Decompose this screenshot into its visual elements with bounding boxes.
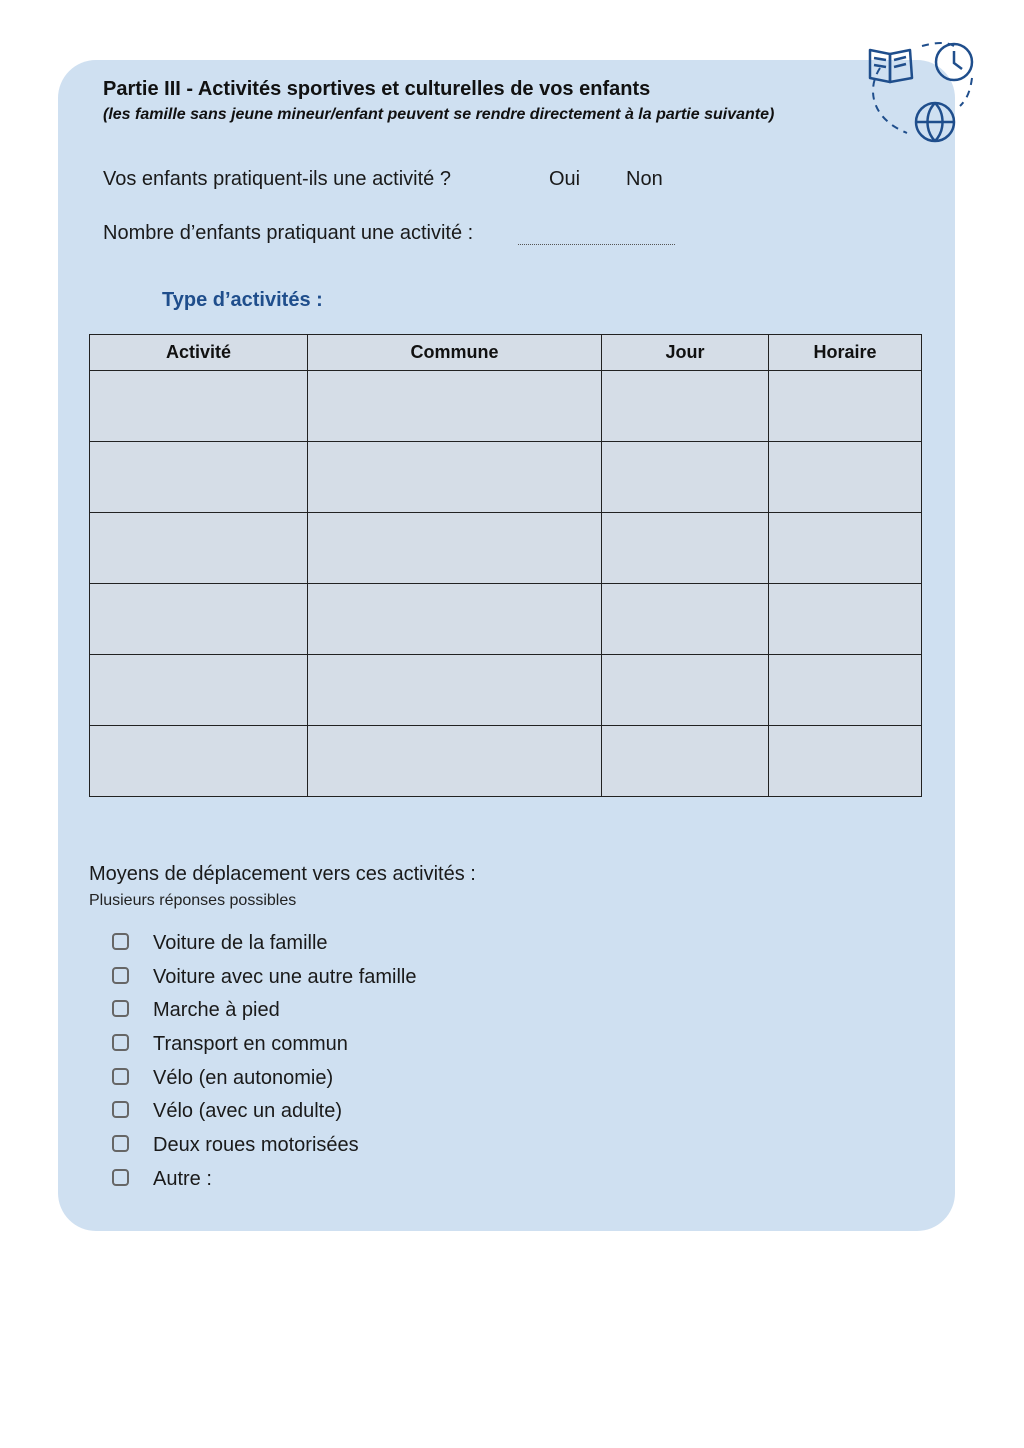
checkbox-label: Autre :	[153, 1167, 212, 1190]
checkbox[interactable]	[112, 967, 129, 984]
table-row	[90, 584, 922, 655]
table-cell[interactable]	[308, 442, 602, 513]
table-cell[interactable]	[602, 371, 769, 442]
count-input-line[interactable]	[518, 244, 675, 245]
activities-table	[89, 334, 922, 797]
table-header-row	[90, 335, 922, 371]
checkbox[interactable]	[112, 1169, 129, 1186]
checkbox-option[interactable]	[112, 997, 417, 1031]
table-cell[interactable]	[602, 655, 769, 726]
checkbox-option[interactable]	[112, 1065, 417, 1099]
checkbox-label: Marche à pied	[153, 999, 280, 1022]
table-cell[interactable]	[769, 371, 922, 442]
table-cell[interactable]	[90, 442, 308, 513]
checkbox-option[interactable]	[112, 1166, 417, 1200]
table-cell[interactable]	[602, 513, 769, 584]
table-cell[interactable]	[308, 655, 602, 726]
table-cell[interactable]	[90, 584, 308, 655]
table-cell[interactable]	[90, 726, 308, 797]
checkbox-option[interactable]	[112, 964, 417, 998]
checkbox-option[interactable]	[112, 930, 417, 964]
table-cell[interactable]	[308, 513, 602, 584]
table-cell[interactable]	[90, 513, 308, 584]
checkbox-label: Voiture de la famille	[153, 932, 328, 954]
table-row	[90, 726, 922, 797]
table-cell[interactable]	[602, 442, 769, 513]
checkbox[interactable]	[112, 1034, 129, 1051]
column-header-jour: Jour	[602, 335, 769, 371]
question-count: Nombre d’enfants pratiquant une activité :	[103, 222, 474, 244]
table-cell[interactable]	[90, 371, 308, 442]
activities-heading: Type d’activités :	[162, 289, 323, 311]
transport-question: Moyens de déplacement vers ces activités :	[89, 863, 476, 885]
table-cell[interactable]	[308, 726, 602, 797]
answer-oui[interactable]: Oui	[549, 168, 581, 190]
column-header-horaire: Horaire	[769, 335, 922, 371]
clock-icon	[936, 44, 972, 80]
table-cell[interactable]	[308, 371, 602, 442]
checkbox-label: Voiture avec une autre famille	[153, 965, 417, 988]
table-cell[interactable]	[769, 584, 922, 655]
column-header-commune: Commune	[308, 335, 602, 371]
checkbox-label: Vélo (avec un adulte)	[153, 1100, 343, 1123]
table-row	[90, 655, 922, 726]
transport-hint: Plusieurs réponses possibles	[89, 892, 297, 909]
checkbox[interactable]	[112, 1068, 129, 1085]
checkbox-option[interactable]	[112, 1132, 417, 1166]
column-header-activite: Activité	[90, 335, 308, 371]
table-cell[interactable]	[308, 584, 602, 655]
checkbox[interactable]	[112, 1000, 129, 1017]
answer-non[interactable]: Non	[626, 168, 663, 190]
table-row	[90, 371, 922, 442]
table-cell[interactable]	[602, 584, 769, 655]
decoration-icons	[862, 38, 982, 148]
checkbox[interactable]	[112, 1135, 129, 1152]
table-cell[interactable]	[769, 726, 922, 797]
table-cell[interactable]	[769, 655, 922, 726]
book-icon	[870, 50, 912, 82]
checkbox[interactable]	[112, 933, 129, 950]
checkbox-option[interactable]	[112, 1098, 417, 1132]
checkbox-label: Vélo (en autonomie)	[153, 1066, 334, 1089]
table-cell[interactable]	[602, 726, 769, 797]
checkbox-option[interactable]	[112, 1031, 417, 1065]
question-practice: Vos enfants pratiquent-ils une activité ?	[103, 168, 451, 190]
table-row	[90, 442, 922, 513]
checkbox-label: Deux roues motorisées	[153, 1134, 359, 1157]
table-cell[interactable]	[769, 442, 922, 513]
table-cell[interactable]	[769, 513, 922, 584]
section-subtitle: (les famille sans jeune mineur/enfant peuvent se rendre directement à la partie suivante)	[103, 106, 775, 123]
section-title: Partie III - Activités sportives et culturelles de vos enfants	[103, 78, 651, 100]
table-cell[interactable]	[90, 655, 308, 726]
checkbox[interactable]	[112, 1101, 129, 1118]
basketball-icon	[916, 103, 954, 141]
table-row	[90, 513, 922, 584]
transport-options	[112, 930, 417, 1200]
checkbox-label: Transport en commun	[153, 1033, 348, 1056]
